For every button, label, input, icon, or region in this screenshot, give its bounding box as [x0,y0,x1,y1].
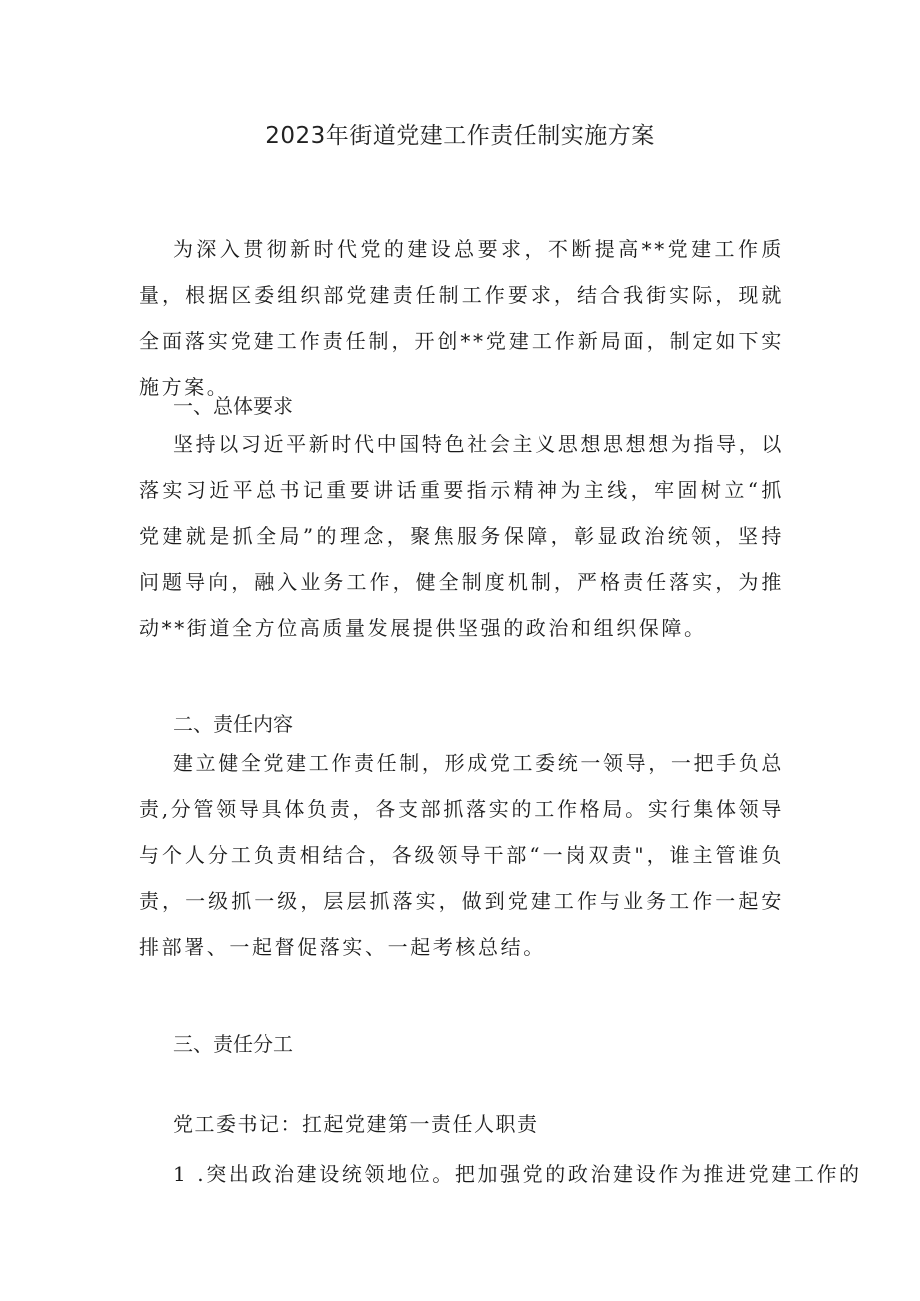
document-title: 2023年街道党建工作责任制实施方案 [265,123,655,149]
section-body: 建立健全党建工作责任制，形成党工委统一领导，一把手负总责,分管领导具体负责，各支部抓落实的工作格局。实行集体领导与个人分工负责相结合，各级领导干部“一岗双责"，谁主管谁负责，一级抓一级，层层抓落实，做到党建工作与业务工作一起安排部署、一起督促落实、一起考核总结。 [139,751,784,959]
section-heading-block [139,709,784,739]
intro-paragraph: 为深入贯彻新时代党的建设总要求，不断提高**党建工作质量，根据区委组织部党建责任制工作要求，结合我街实际，现就全面落实党建工作责任制，开创**党建工作新局面，制定如下实施方案。 [139,237,784,399]
intro-paragraph-block [139,226,784,410]
list-item-block [139,1151,862,1197]
section-heading: 二、责任内容 [173,712,293,736]
role-subheading: 党工委书记：扛起党建第一责任人职责 [173,1112,539,1136]
section-heading-block [139,391,784,421]
section-body: 坚持以习近平新时代中国特色社会主义思想思想想为指导，以落实习近平总书记重要讲话重要指示精神为主线，牢固树立“抓党建就是抓全局”的理念，聚焦服务保障，彰显政治统领，坚持问题导向，融入业务工作，健全制度机制，严格责任落实，为推动**街道全方位高质量发展提供坚强的政治和组织保障。 [139,432,784,640]
section-body-block [139,421,784,651]
section-heading: 三、责任分工 [173,1032,293,1056]
section-heading: 一、总体要求 [173,394,293,418]
role-subheading-block [139,1101,784,1147]
numbered-list-item: 1 .突出政治建设统领地位。把加强党的政治建设作为推进党建工作的 [173,1162,862,1186]
section-heading-block [139,1029,784,1059]
section-body-block [139,740,784,970]
